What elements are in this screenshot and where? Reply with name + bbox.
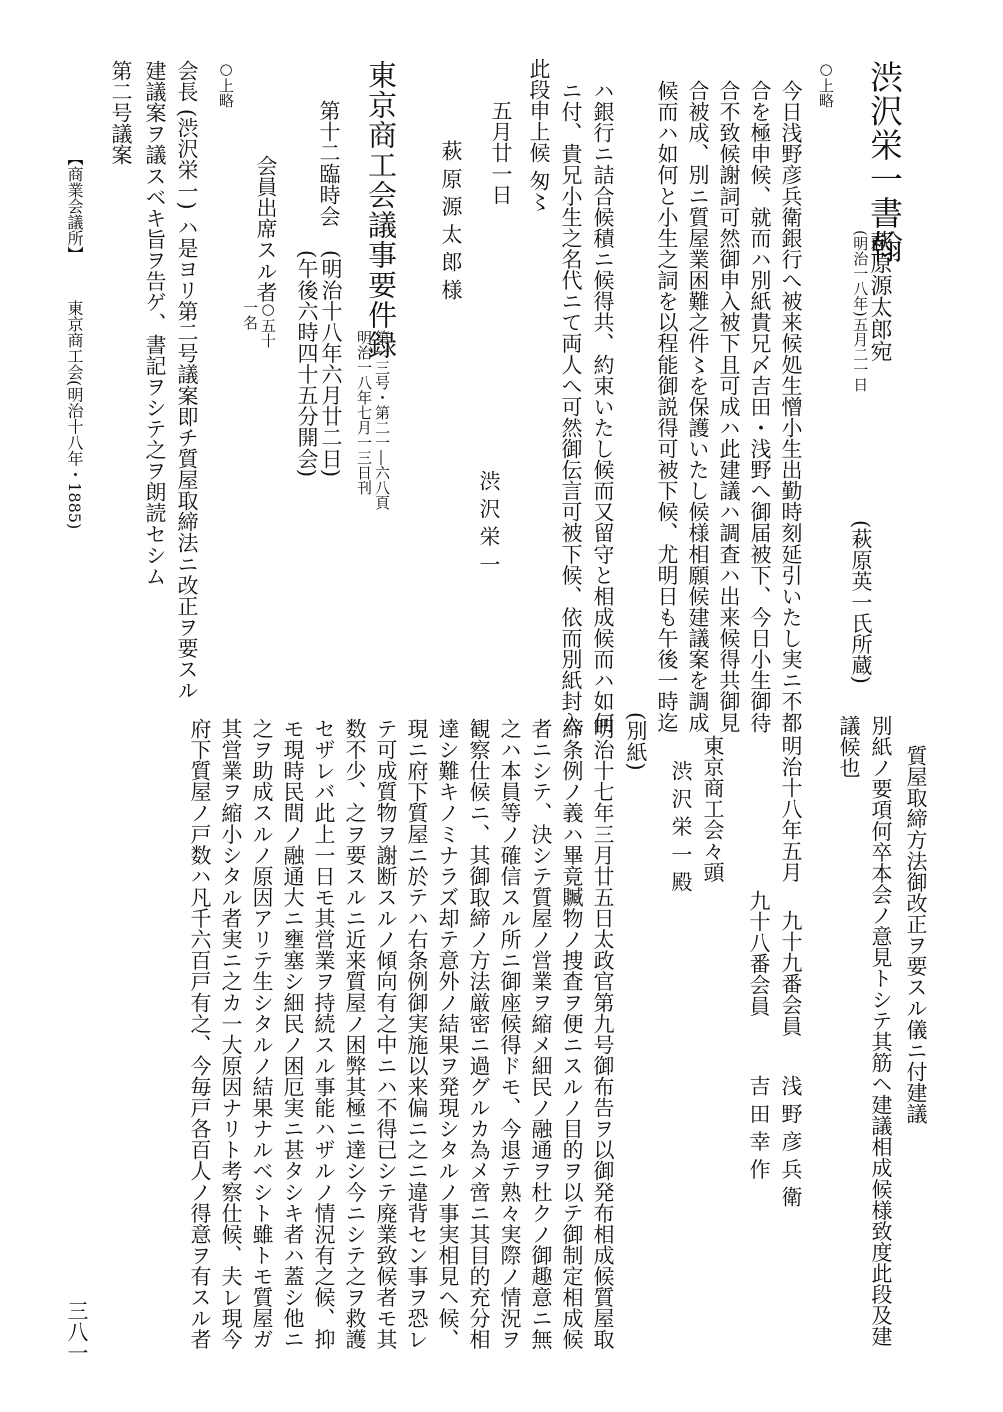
record-reference: 第一三号・第二一―六八頁 <box>373 330 391 510</box>
attachment-line: 現ニ府下質屋ニ於テハ右条例御実施以来偏ニ之ニ違背セン事ヲ恐レ <box>405 718 429 1350</box>
letter-sender: 渋 沢 栄 一 <box>477 470 501 575</box>
attachment-label: (別紙) <box>624 712 648 771</box>
letter-line: ニ付、貴兄小生之名代ニて両人へ可然御伝言可被下候、依而別紙封入 <box>559 80 583 733</box>
attachment-line: 観察仕候ニ、其御取締ノ方法厳密ニ過グルカ為メ啻ニ其目的充分相 <box>467 718 491 1350</box>
attachment-line: 府下質屋ノ戸数ハ凡千六百戸有之、今毎戸各百人ノ得意ヲ有スル者 <box>188 718 212 1350</box>
letter-line: 合被成、別ニ質屋業困難之件〻を保護いたし候様相願候建議案を調成 <box>686 80 710 733</box>
proposal-date: 明治十八年五月 <box>779 735 803 883</box>
letter-line: 此段申上候 匆〻 <box>527 58 551 213</box>
attachment-line: 明治十七年三月廿五日太政官第九号御布告ヲ以御発布相成候質屋取 <box>591 718 615 1350</box>
record-reference: 明治一八年七月一三日刊 <box>355 330 373 495</box>
attachment-line: 者ニシテ、決シテ質屋ノ営業ヲ縮メ細民ノ融通ヲ杜クノ御趣意ニ無 <box>529 718 553 1350</box>
meeting-time: (午後六時四十五分開会) <box>295 250 319 478</box>
omission-mark: ○上略 <box>217 60 235 108</box>
proposal-line: 別紙ノ要項何卒本会ノ意見トシテ其筋ヘ建議相成候様致度此段及建 <box>869 715 893 1347</box>
attendance-count: 一名 <box>241 300 259 330</box>
letter-recipient: 萩 原 源 太 郎 様 <box>439 140 463 301</box>
attachment-line: 之ヲ助成スルノ原因アリテ生シタルノ結果ナルベシト雖トモ質屋ガ <box>250 718 274 1350</box>
member-name: 浅 野 彦 兵 衛 <box>779 1075 803 1208</box>
member-title: 九十九番会員 <box>779 910 803 1037</box>
letter-line: 合を極申候、就而ハ別紙貴兄〆吉田・浅野へ御届被下、今日小生御待 <box>748 80 772 733</box>
attachment-line: 達シ難キノミナラズ却テ意外ノ結果ヲ発現シタルノ事実相見ヘ候、 <box>436 718 460 1350</box>
letter-addressee: 萩原源太郎宛 <box>867 230 892 363</box>
attachment-line: テ可成質物ヲ謝断スルノ傾向有之中ニハ不得已シテ廃業致候者モ其 <box>374 718 398 1350</box>
addressee-org: 東京商工会々頭 <box>701 735 725 883</box>
attachment-line: 数不少、之ヲ要スルニ近来質屋ノ困弊其極ニ達シ今ニシテ之ヲ救護 <box>343 718 367 1350</box>
member-title: 九十八番会員 <box>747 890 771 1017</box>
source-name: 東京商工会 <box>65 300 84 380</box>
letter-addressee-date: (明治一八年)五月二一日 <box>851 230 870 392</box>
attendance-label: 会員出席スル者 <box>254 155 278 303</box>
proposal-line: 議候也 <box>837 715 861 779</box>
chair-line: 会長 (渋沢栄一) ハ是ヨリ第二号議案即チ質屋取締法ニ改正ヲ要スル <box>175 60 199 701</box>
chair-line: 建議案ヲ議スベキ旨ヲ告ゲ、書記ヲシテ之ヲ朗読セシム <box>143 60 167 587</box>
source-year: (明治十八年・1885) <box>65 380 84 530</box>
letter-line: 合不致候謝詞可然御申入被下且可成ハ此建議ハ調査ハ出来候得共御見 <box>717 80 741 733</box>
meeting-name: 第十二臨時会 <box>317 100 341 227</box>
attachment-line: 締条例ノ義ハ畢竟贓物ノ捜査ヲ便ニスルノ目的ヲ以テ御制定相成候 <box>560 718 584 1350</box>
collection-note: (萩原英一氏所蔵) <box>849 520 873 684</box>
addressee-name: 渋 沢 栄 一 殿 <box>669 760 693 893</box>
attachment-line: モ現時民間ノ融通大ニ壅塞シ細民ノ困厄実ニ甚タシキ者ハ蓋シ他ニ <box>281 718 305 1350</box>
letter-title: 渋沢栄一書翰 <box>865 60 904 264</box>
member-name: 吉 田 幸 作 <box>747 1075 771 1180</box>
meeting-date: (明治十八年六月廿二日) <box>319 250 343 478</box>
letter-line: 今日浅野彦兵衛銀行へ被来候処生憎小生出勤時刻延引いたし実ニ不都 <box>779 80 803 733</box>
attachment-line: 其営業ヲ縮小シタル者実ニ之カ一大原因ナリト考察仕候、夫レ現今 <box>219 718 243 1350</box>
chair-line: 第二号議案 <box>109 60 133 166</box>
attachment-line: 之ハ本員等ノ確信スル所ニ御座候得ドモ、今退テ熟々実際ノ情況ヲ <box>498 718 522 1350</box>
attachment-line: セザレバ此上一日モ其営業ヲ持続スル事能ハザルノ情況有之候、抑 <box>312 718 336 1350</box>
page-number: 三八一 <box>65 1300 89 1364</box>
proposal-title: 質屋取締方法御改正ヲ要スル儀ニ付建議 <box>904 745 928 1125</box>
letter-line: 候而ハ如何と小生之詞を以程能御説得可被下候、尤明日も午後一時迄 <box>655 80 679 733</box>
record-title: 東京商工会議事要件録 <box>364 60 398 360</box>
letter-date: 五月廿一日 <box>489 100 513 206</box>
source-org: 【商業会議所】 <box>65 150 84 262</box>
omission-mark: ○上略 <box>817 60 835 108</box>
attendance-count: ○五十 <box>259 300 277 348</box>
letter-line: ハ銀行ニ詰合候積ニ候得共、約束いたし候而又留守と相成候而ハ如何 <box>591 80 615 733</box>
